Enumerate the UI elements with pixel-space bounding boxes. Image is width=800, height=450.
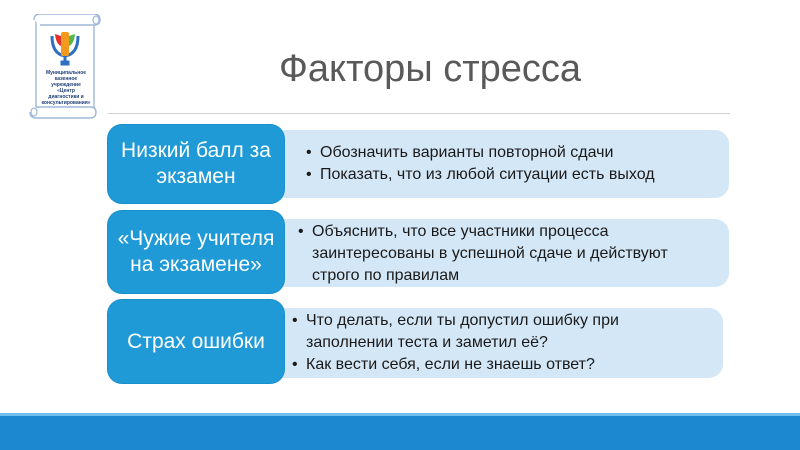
logo-line: консультирования» <box>41 100 91 106</box>
factor-row <box>108 211 733 293</box>
list-item: • Объяснить, что все участники процесса заинтересованы в успешной сдаче и действуют строго по правилам <box>298 221 672 287</box>
factor-actions-panel <box>258 130 729 198</box>
list-item: • Как вести себя, если не знаешь ответ? <box>292 354 717 376</box>
factor-label-line: «Чужие учителя <box>117 227 275 250</box>
footer-bar <box>0 413 800 450</box>
factor-label-line: экзамен <box>156 165 236 188</box>
logo-caption <box>40 70 92 106</box>
factor-label-line: Страх ошибки <box>127 329 265 353</box>
factor-label <box>108 211 284 293</box>
action-list <box>298 221 723 287</box>
factor-row <box>108 125 733 203</box>
logo-line: казенное <box>54 76 78 82</box>
factor-label <box>108 300 284 383</box>
list-item: • Что делать, если ты допустил ошибку при заполнении теста и заметил её? <box>292 310 666 354</box>
slide-title: Факторы стресса <box>279 48 581 90</box>
factor-label <box>108 125 284 203</box>
list-item: • Показать, что из любой ситуации есть выход <box>306 164 721 186</box>
logo-line: «Центр <box>57 88 75 94</box>
action-list <box>292 310 717 376</box>
factor-label-line: Низкий балл за <box>121 139 271 162</box>
organization-logo <box>26 14 104 120</box>
factor-row <box>108 300 733 383</box>
factor-label-line: на экзамене» <box>130 253 262 276</box>
list-item: • Обозначить варианты повторной сдачи <box>306 142 721 164</box>
logo-line: учреждение <box>51 82 81 88</box>
logo-line: Муниципальное <box>45 70 87 76</box>
title-divider <box>108 113 730 114</box>
factor-actions-panel <box>258 308 723 378</box>
factor-actions-panel <box>258 219 729 287</box>
action-list <box>306 142 721 186</box>
logo-line: диагностики и <box>48 94 84 100</box>
